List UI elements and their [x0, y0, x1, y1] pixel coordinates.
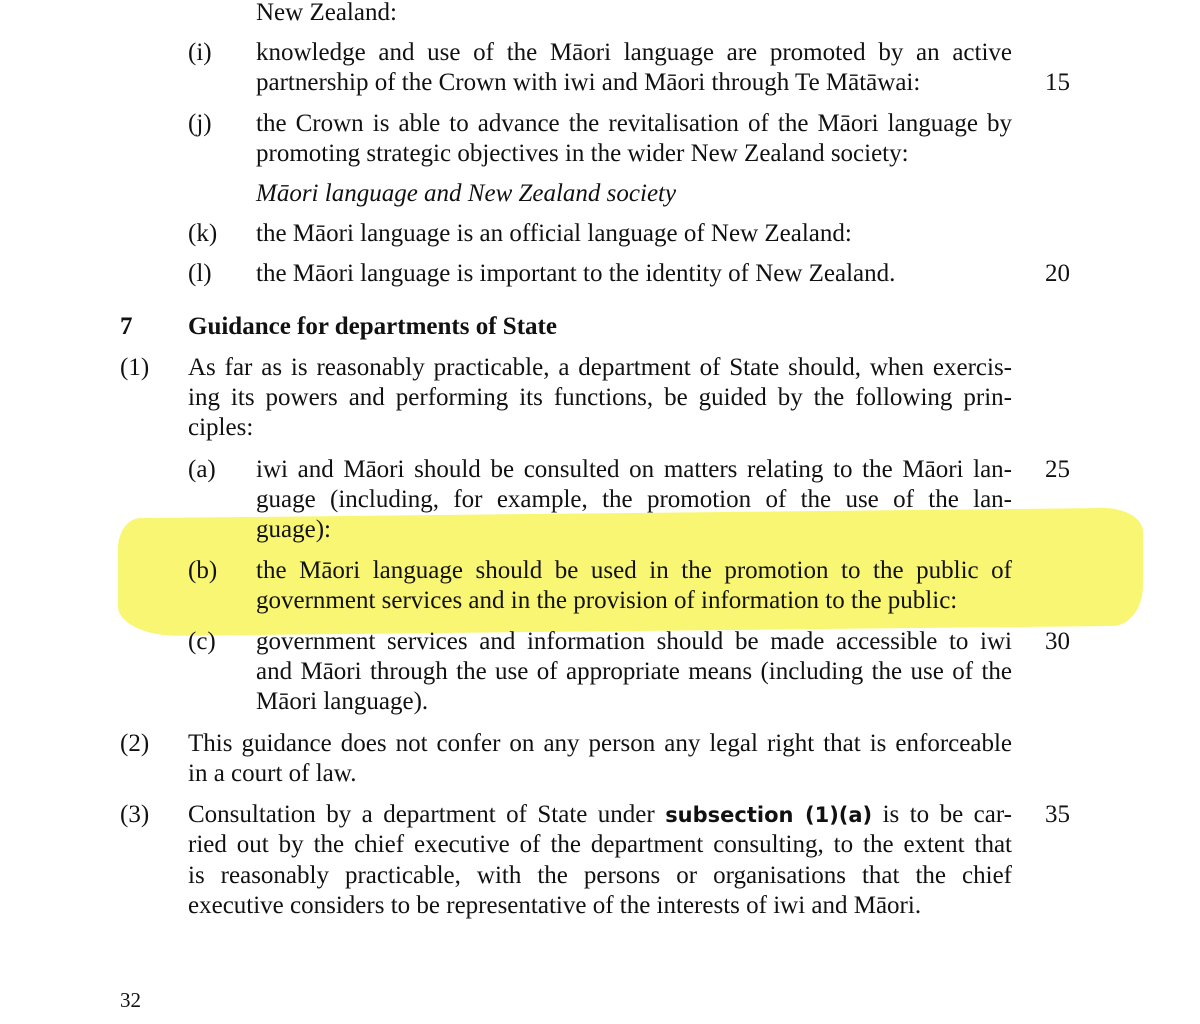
subsection-3-line-1-pre: Consultation by a department of State under: [188, 801, 666, 828]
para-b-label: (b): [188, 557, 218, 584]
para-a-line-3: guage):: [256, 516, 331, 543]
item-k-label: (k): [188, 220, 218, 247]
para-b-line-1: the Māori language should be used in the promotion to the public of: [256, 557, 1012, 584]
subsection-2-line-2: in a court of law.: [188, 760, 357, 787]
item-j-line-1: the Crown is able to advance the revitalisation of the Māori language by: [256, 110, 1012, 137]
line-number-20: 20: [1045, 260, 1070, 287]
subsection-1-line-3: ciples:: [188, 414, 254, 441]
subsection-3-label: (3): [120, 801, 150, 828]
subsection-2-line-1: This guidance does not confer on any person any legal right that is enforceable: [188, 730, 1012, 757]
item-i-label: (i): [188, 39, 212, 66]
para-c-line-2: and Māori through the use of appropriate means (including the use of the: [256, 658, 1012, 685]
subsection-3-line-4: executive considers to be representative of the interests of iwi and Māori.: [188, 892, 922, 919]
subsection-2-label: (2): [120, 730, 150, 757]
para-a-line-2: guage (including, for example, the promotion of the use of the lan-: [256, 486, 1012, 513]
line-number-15: 15: [1045, 69, 1070, 96]
para-c-line-3: Māori language).: [256, 688, 429, 715]
cross-reference-subsection-1a: subsection (1)(a): [665, 803, 873, 827]
para-c-label: (c): [188, 628, 216, 655]
top-fragment: New Zealand:: [256, 0, 397, 26]
section-number: 7: [120, 313, 133, 340]
item-l-label: (l): [188, 260, 212, 287]
item-l-line-1: the Māori language is important to the identity of New Zealand.: [256, 260, 896, 287]
para-a-line-1: iwi and Māori should be consulted on matters relating to the Māori lan-: [256, 456, 1012, 483]
subsection-3-line-3: is reasonably practicable, with the persons or organisations that the chief: [188, 862, 1012, 889]
para-a-label: (a): [188, 456, 216, 483]
subsection-1-line-2: ing its powers and performing its functions, be guided by the following prin-: [188, 384, 1012, 411]
subheading-maori-language-society: Māori language and New Zealand society: [256, 180, 677, 207]
page-number: 32: [120, 988, 141, 1012]
section-title: Guidance for departments of State: [188, 313, 557, 340]
subsection-3-line-1-post: is to be car-: [872, 801, 1012, 828]
item-i-line-1: knowledge and use of the Māori language are promoted by an active: [256, 39, 1012, 66]
item-j-label: (j): [188, 110, 212, 137]
subsection-1-label: (1): [120, 354, 150, 381]
line-number-30: 30: [1045, 628, 1070, 655]
line-number-25: 25: [1045, 456, 1070, 483]
subsection-3-line-2: ried out by the chief executive of the department consulting, to the extent that: [188, 831, 1012, 858]
para-c-line-1: government services and information should be made accessible to iwi: [256, 628, 1012, 655]
item-k-line-1: the Māori language is an official language of New Zealand:: [256, 220, 852, 247]
subsection-1-line-1: As far as is reasonably practicable, a department of State should, when exercis-: [188, 354, 1012, 381]
subsection-3-line-1: [188, 800, 1012, 830]
line-number-35: 35: [1045, 801, 1070, 828]
item-j-line-2: promoting strategic objectives in the wider New Zealand society:: [256, 140, 909, 167]
para-b-line-2: government services and in the provision of information to the public:: [256, 587, 958, 614]
item-i-line-2: partnership of the Crown with iwi and Māori through Te Mātāwai:: [256, 69, 921, 96]
